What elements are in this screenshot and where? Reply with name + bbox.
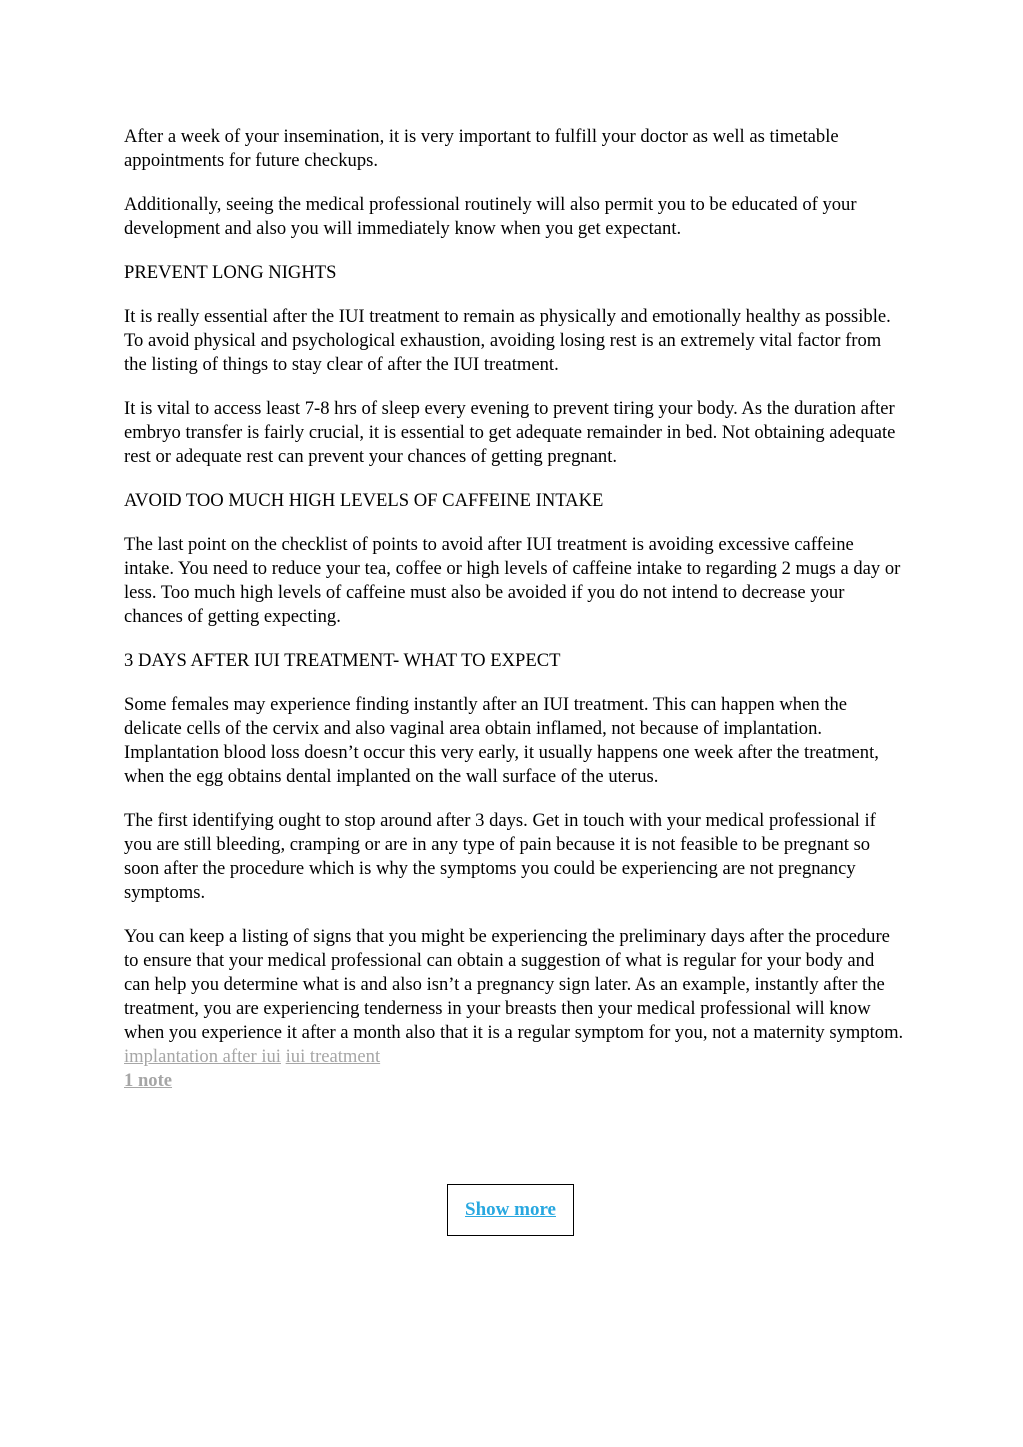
section-heading: AVOID TOO MUCH HIGH LEVELS OF CAFFEINE INTAKE [124,490,604,511]
tag-list [124,1045,904,1069]
notes-count-link[interactable]: 1 note [124,1070,173,1091]
paragraph: You can keep a listing of signs that you might be experiencing the preliminary days after the procedure to ensure that your medical professional can obtain a suggestion of what is regular for your body and can help you determine what is and also isn’t a pregnancy sign later. As an example, instantly after the treatment, you are experiencing tenderness in your breasts then your medical professional will know when you experience it after a month also that it is a regular symptom for you, not a maternity symptom. [124,926,904,1043]
paragraph: The first identifying ought to stop around after 3 days. Get in touch with your medical professional if you are still bleeding, cramping or are in any type of pain because it is not feasible to be pregnant so soon after the procedure which is why the symptoms you could be experiencing are not pregnancy symptoms. [124,810,876,903]
section-heading: PREVENT LONG NIGHTS [124,262,337,283]
paragraph: Additionally, seeing the medical professional routinely will also permit you to be educated of your development and also you will immediately know when you get expectant. [124,194,857,239]
paragraph: It is really essential after the IUI treatment to remain as physically and emotionally healthy as possible. To avoid physical and psychological exhaustion, avoiding losing rest is an extremely vital factor from the listing of things to stay clear of after the IUI treatment. [124,306,891,375]
section-heading: 3 DAYS AFTER IUI TREATMENT- WHAT TO EXPECT [124,650,561,671]
paragraph: The last point on the checklist of points to avoid after IUI treatment is avoiding excessive caffeine intake. You need to reduce your tea, coffee or high levels of caffeine intake to regarding 2 mugs a day or less. Too much high levels of caffeine must also be avoided if you do not intend to decrease your chances of getting expecting. [124,534,901,627]
show-more-button[interactable] [447,1184,574,1236]
article-body [124,125,904,1093]
paragraph: Some females may experience finding instantly after an IUI treatment. This can happen when the delicate cells of the cervix and also vaginal area obtain inflamed, not because of implantation. Implantation blood loss doesn’t occur this very early, it usually happens one week after the treatment, when the egg obtains dental implanted on the wall surface of the uterus. [124,694,879,787]
tag-link-implantation-after-iui[interactable]: implantation after iui [124,1046,281,1067]
show-more-link[interactable]: Show more [465,1199,556,1220]
tag-link-iui-treatment[interactable]: iui treatment [285,1046,381,1067]
paragraph: After a week of your insemination, it is very important to fulfill your doctor as well as timetable appointments for future checkups. [124,126,839,171]
paragraph: It is vital to access least 7-8 hrs of sleep every evening to prevent tiring your body. As the duration after embryo transfer is fairly crucial, it is essential to get adequate remainder in bed. Not obtaining adequate rest or adequate rest can prevent your chances of getting pregnant. [124,398,896,467]
